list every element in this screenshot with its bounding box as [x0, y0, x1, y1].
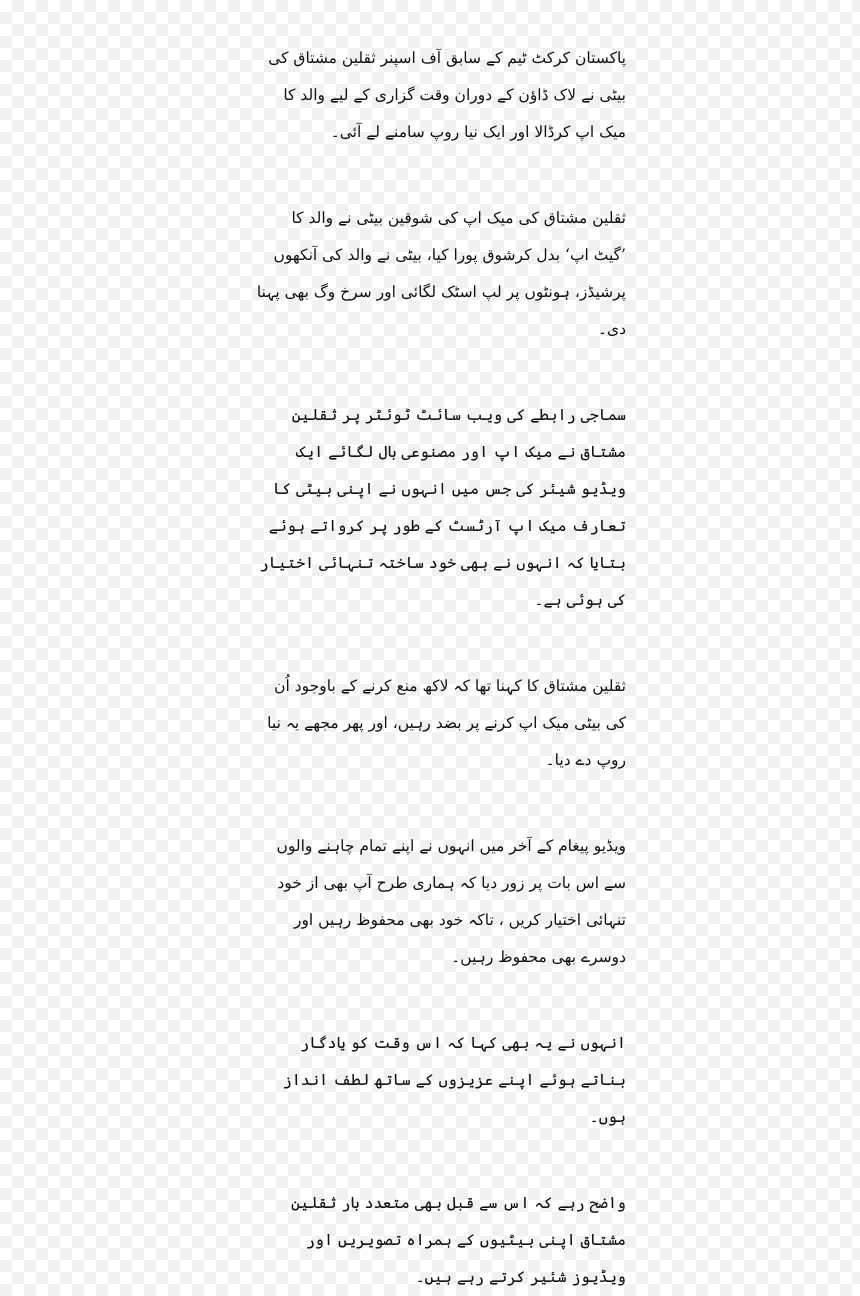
paragraph-5: ویڈیو پیغام کے آخر میں انہوں نے اپنے تمام چاہنے والوں سے اس بات پر زور دیا کہ ہماری طرح آپ بھی از خود تنہائی اختیار کریں ، تاکہ خود بھی محفوظ رہیں اور دوسرے بھی محفوظ رہیں۔ — [276, 837, 626, 966]
article-body — [256, 40, 626, 1286]
paragraph-6: انہوں نے یہ بھی کہا کہ اس وقت کو یادگار بناتے ہوئے اپنے عزیزوں کے ساتھ لطف انداز ہوں۔ — [282, 1034, 626, 1126]
paragraph-1: پاکستان کرکٹ ٹیم کے سابق آف اسپنر ثقلین مشتاق کی بیٹی نے لاک ڈاؤن کے دوران وقت گزاری کے لیے والد کا میک اپ کرڈالا اور ایک نیا روپ سامنے لے آئی۔ — [268, 49, 626, 141]
paragraph-7: واضح رہے کہ اس سے قبل بھی متعدد بار ثقلین مشتاق اپنی بیٹیوں کے ہمراہ تصویریں اور ویڈیوز شئیر کرتے رہے ہیں۔ — [291, 1194, 626, 1286]
paragraph-2: ثقلین مشتاق کی میک اپ کی شوقین بیٹی نے والد کا ’گیٹ اپ‘ بدل کرشوق پورا کیا، بیٹی نے والد کی آنکھوں پرشیڈز، ہونٹوں پر لپ اسٹک لگائی اور سرخ وگ بھی پہنا دی۔ — [256, 209, 626, 338]
paragraph-3: سماجی رابطے کی ویب سائٹ ٹوئٹر پر ثقلین مشتاق نے میک اپ اور مصنوعی بال لگائے ایک ویڈیو شیئر کی جس میں انہوں نے اپنی بیٹی کا تعارف میک اپ آرٹسٹ کے طور پر کرواتے ہوئے بتایا کہ انہوں نے بھی خود ساختہ تنہائی اختیار کی ہوئی ہے۔ — [259, 406, 626, 609]
paragraph-4: ثقلین مشتاق کا کہنا تھا کہ لاکھ منع کرنے کے باوجود اُن کی بیٹی میک اپ کرنے پر بضد رہیں، اور پھر مجھے یہ نیا روپ دے دیا۔ — [267, 677, 626, 769]
